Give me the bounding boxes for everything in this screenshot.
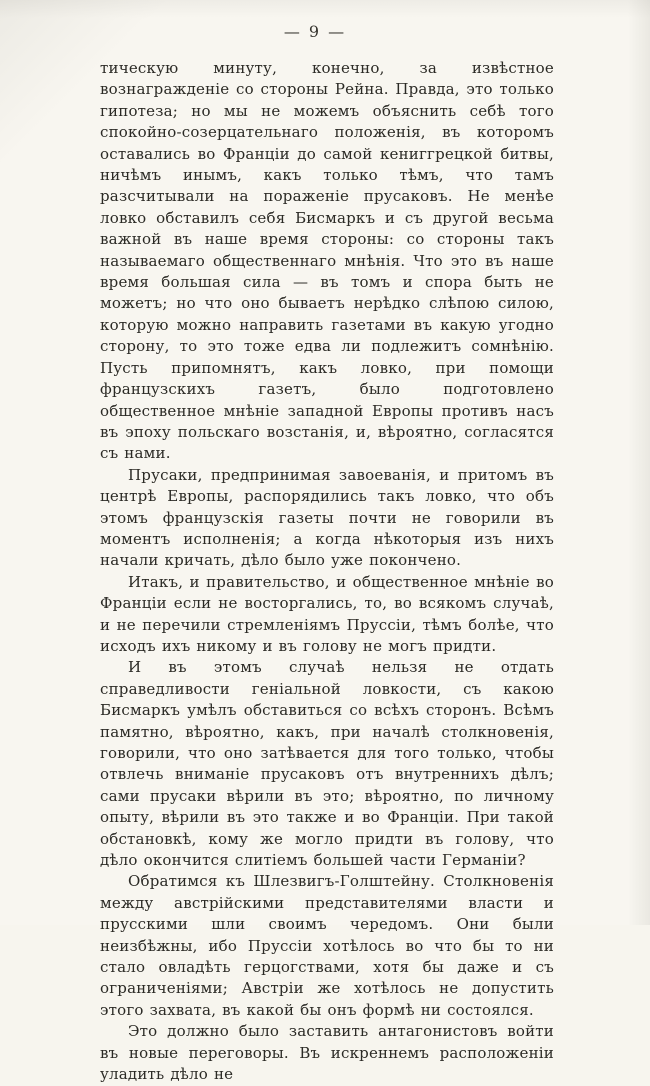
- paragraph: Это должно было заставить антагонистовъ войти въ новые переговоры. Въ искреннемъ расположеніи уладить дѣло не: [100, 1022, 554, 1084]
- paragraph: Прусаки, предпринимая завоеванія, и притомъ въ центрѣ Европы, распорядились такъ ловко, что объ этомъ французскія газеты почти не говорили въ моментъ исполненія; а когда нѣкоторыя изъ нихъ начали кричать, дѣло было уже покончено.: [100, 465, 554, 570]
- paragraph: И въ этомъ случаѣ нельзя не отдать справедливости геніальной ловкости, съ какою Бисмаркъ умѣлъ обставиться со всѣхъ сторонъ. Всѣмъ памятно, вѣроятно, какъ, при началѣ столкновенія, говорили, что оно затѣвается для того только, чтобы отвлечь вниманіе прусаковъ отъ внутреннихъ дѣлъ; сами прусаки вѣрили въ это; вѣроятно, по личному опыту, вѣрили въ это также и во Франціи. При такой обстановкѣ, кому же могло придти въ голову, что дѣло окончится слитіемъ большей части Германіи?: [100, 658, 554, 870]
- paragraph: Обратимся къ Шлезвигъ-Голштейну. Столкновенія между австрійскими представителями власти и прусскими шли своимъ чередомъ. Они были неизбѣжны, ибо Пруссіи хотѣлось во что бы то ни стало овладѣть герцогствами, хотя бы даже и съ ограниченіями; Австріи же хотѣлось не допустить этого захвата, въ какой бы онъ формѣ ни состоялся.: [100, 872, 554, 1019]
- page-number: — 9 —: [283, 22, 347, 41]
- paragraph: тическую минуту, конечно, за извѣстное вознагражденіе со стороны Рейна. Правда, это только гипотеза; но мы не можемъ объяснить себѣ того спокойно-созерцательнаго положенія, въ которомъ оставались во Франціи до самой кениггрецкой битвы, ничѣмъ инымъ, какъ только тѣмъ, что тамъ разсчитывали на пораженіе прусаковъ. Не менѣе ловко обставилъ себя Бисмаркъ и съ другой весьма важной въ наше время стороны: со стороны такъ называемаго общественнаго мнѣнія. Что это въ наше время большая сила — въ томъ и спора быть не можетъ; но что оно бываетъ нерѣдко слѣпою силою, которую можно направить газетами въ какую угодно сторону, то это тоже едва ли подлежитъ сомнѣнію. Пусть припомнятъ, какъ ловко, при помощи французскихъ газетъ, было подготовлено общественное мнѣніе западной Европы противъ насъ въ эпоху польскаго возстанія, и, вѣроятно, согласятся съ нами.: [100, 59, 554, 463]
- paragraph: Итакъ, и правительство, и общественное мнѣніе во Франціи если не восторгались, то, во всякомъ случаѣ, и не перечили стремленіямъ Пруссіи, тѣмъ болѣе, что исходъ ихъ никому и въ голову не могъ придти.: [100, 572, 554, 655]
- text-block: [100, 58, 554, 1086]
